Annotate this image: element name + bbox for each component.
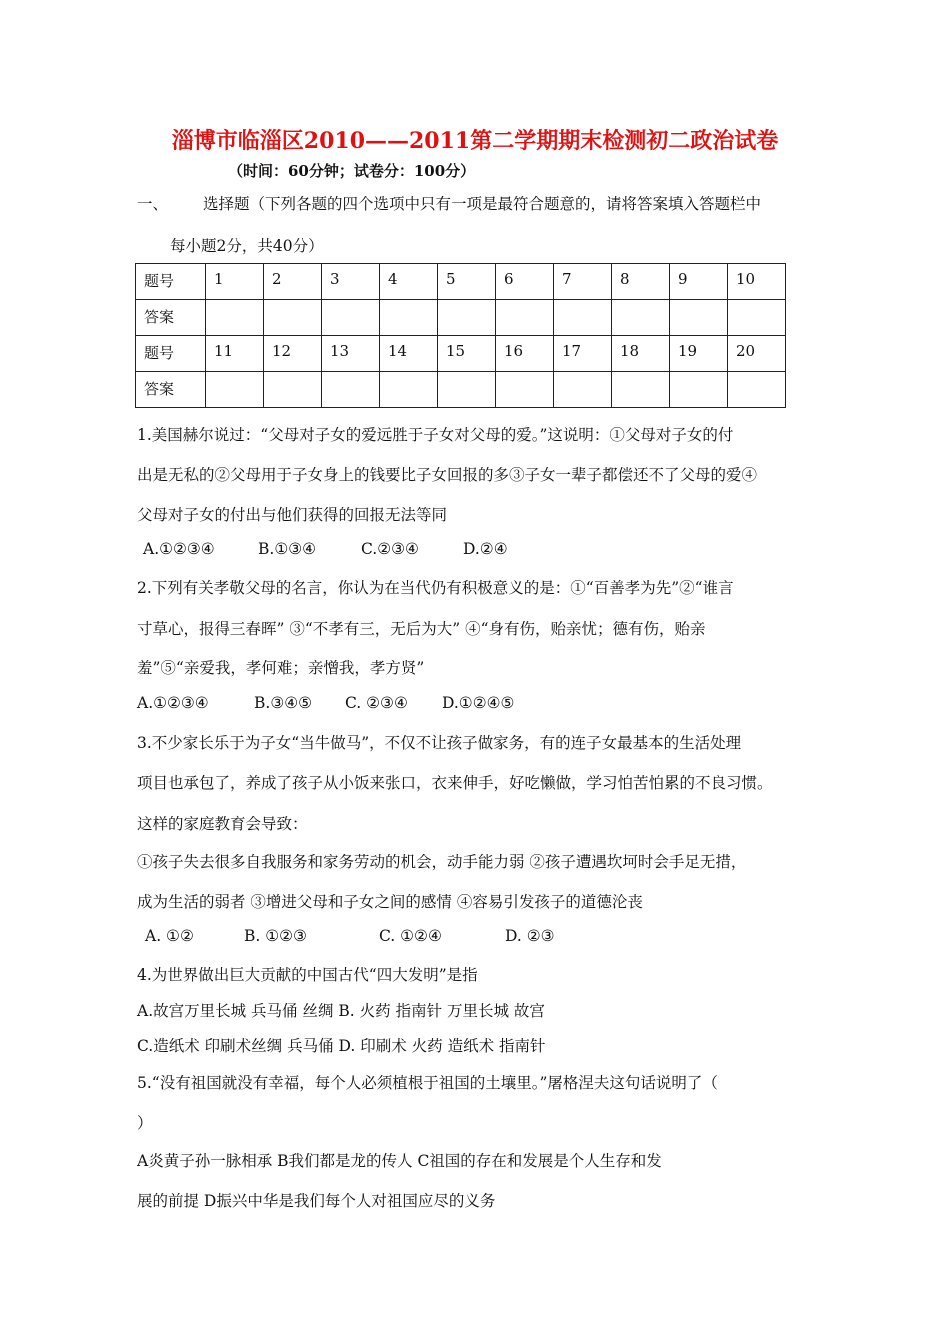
answer-cell[interactable] — [380, 300, 438, 336]
question-2-line: 寸草心，报得三春晖” ③“不孝有三，无后为大” ④“身有伤，贻亲忧；德有伤，贻亲 — [137, 620, 706, 638]
question-2-option-a[interactable]: A.①②③④ — [137, 694, 209, 712]
question-2-option-b[interactable]: B.③④⑤ — [254, 694, 313, 712]
answer-cell[interactable] — [438, 372, 496, 408]
question-number-cell: 16 — [496, 336, 554, 372]
question-1-line: 父母对子女的付出与他们获得的回报无法等同 — [137, 506, 448, 524]
question-4-line: 4.为世界做出巨大贡献的中国古代“四大发明”是指 — [137, 966, 478, 984]
question-number-cell: 13 — [322, 336, 380, 372]
exam-subtitle: （时间：60分钟；试卷分：100分） — [228, 162, 476, 180]
answer-cell[interactable] — [206, 372, 264, 408]
answer-cell[interactable] — [264, 300, 322, 336]
answer-cell[interactable] — [728, 300, 786, 336]
question-4-option-line[interactable]: C.造纸术 印刷术丝绸 兵马俑 D. 印刷术 火药 造纸术 指南针 — [137, 1037, 546, 1055]
answer-cell[interactable] — [612, 300, 670, 336]
row-label: 题号 — [136, 264, 206, 300]
exam-title: 淄博市临淄区2010——2011第二学期期末检测初二政治试卷 — [171, 128, 779, 154]
question-number-cell: 18 — [612, 336, 670, 372]
table-row — [136, 372, 786, 408]
question-2-line: 2.下列有关孝敬父母的名言，你认为在当代仍有积极意义的是：①“百善孝为先”②“谁言 — [137, 579, 734, 597]
question-3-line: ①孩子失去很多自我服务和家务劳动的机会，动手能力弱 ②孩子遭遇坎坷时会手足无措， — [137, 853, 747, 871]
answer-cell[interactable] — [322, 372, 380, 408]
question-number-cell: 4 — [380, 264, 438, 300]
question-1-option-c[interactable]: C.②③④ — [361, 540, 419, 558]
question-number-cell: 2 — [264, 264, 322, 300]
question-3-option-c[interactable]: C. ①②④ — [379, 927, 442, 945]
answer-cell[interactable] — [670, 372, 728, 408]
question-number-cell: 12 — [264, 336, 322, 372]
question-number-cell: 5 — [438, 264, 496, 300]
section-instructions-line2: 每小题2分，共40分） — [170, 237, 324, 255]
row-label: 答案 — [136, 300, 206, 336]
row-label: 题号 — [136, 336, 206, 372]
question-3-line: 3.不少家长乐于为子女“当牛做马”，不仅不让孩子做家务，有的连子女最基本的生活处理 — [137, 734, 742, 752]
answer-cell[interactable] — [264, 372, 322, 408]
question-5-line: ） — [137, 1114, 153, 1132]
question-number-cell: 15 — [438, 336, 496, 372]
question-1-line: 出是无私的②父母用于子女身上的钱要比子女回报的多③子女一辈子都偿还不了父母的爱④ — [137, 466, 758, 484]
question-number-cell: 7 — [554, 264, 612, 300]
question-3-option-b[interactable]: B. ①②③ — [244, 927, 307, 945]
answer-cell[interactable] — [322, 300, 380, 336]
section-instructions-line1: 选择题（下列各题的四个选项中只有一项是最符合题意的，请将答案填入答题栏中 — [203, 195, 762, 213]
question-number-cell: 3 — [322, 264, 380, 300]
question-2-line: 羞”⑤“亲爱我，孝何难；亲憎我，孝方贤” — [137, 659, 425, 677]
question-number-cell: 20 — [728, 336, 786, 372]
question-2-option-c[interactable]: C. ②③④ — [345, 694, 408, 712]
question-number-cell: 11 — [206, 336, 264, 372]
question-3-option-d[interactable]: D. ②③ — [505, 927, 555, 945]
answer-cell[interactable] — [612, 372, 670, 408]
table-row — [136, 336, 786, 372]
question-1-option-b[interactable]: B.①③④ — [258, 540, 317, 558]
question-3-option-a[interactable]: A. ①② — [145, 927, 194, 945]
question-3-line: 成为生活的弱者 ③增进父母和子女之间的感情 ④容易引发孩子的道德沦丧 — [137, 893, 643, 911]
question-number-cell: 17 — [554, 336, 612, 372]
question-5-option-line[interactable]: 展的前提 D振兴中华是我们每个人对祖国应尽的义务 — [137, 1192, 496, 1210]
question-5-option-line[interactable]: A炎黄子孙一脉相承 B我们都是龙的传人 C祖国的存在和发展是个人生存和发 — [137, 1152, 662, 1170]
answer-cell[interactable] — [554, 300, 612, 336]
question-4-option-line[interactable]: A.故宫万里长城 兵马俑 丝绸 B. 火药 指南针 万里长城 故宫 — [137, 1002, 545, 1020]
question-number-cell: 8 — [612, 264, 670, 300]
question-1-option-d[interactable]: D.②④ — [463, 540, 508, 558]
question-number-cell: 19 — [670, 336, 728, 372]
answer-cell[interactable] — [206, 300, 264, 336]
question-2-option-d[interactable]: D.①②④⑤ — [442, 694, 515, 712]
answer-cell[interactable] — [670, 300, 728, 336]
question-number-cell: 1 — [206, 264, 264, 300]
question-number-cell: 14 — [380, 336, 438, 372]
table-row — [136, 264, 786, 300]
question-1-option-a[interactable]: A.①②③④ — [143, 540, 215, 558]
table-row — [136, 300, 786, 336]
question-number-cell: 9 — [670, 264, 728, 300]
question-number-cell: 6 — [496, 264, 554, 300]
answer-table — [135, 263, 786, 408]
question-number-cell: 10 — [728, 264, 786, 300]
answer-cell[interactable] — [438, 300, 496, 336]
question-3-line: 这样的家庭教育会导致： — [137, 815, 308, 833]
answer-cell[interactable] — [554, 372, 612, 408]
answer-cell[interactable] — [380, 372, 438, 408]
section-number: 一、 — [137, 195, 169, 213]
answer-cell[interactable] — [728, 372, 786, 408]
answer-cell[interactable] — [496, 372, 554, 408]
answer-cell[interactable] — [496, 300, 554, 336]
question-3-line: 项目也承包了，养成了孩子从小饭来张口，衣来伸手，好吃懒做，学习怕苦怕累的不良习惯。 — [137, 774, 773, 792]
question-1-line: 1.美国赫尔说过：“父母对子女的爱远胜于子女对父母的爱。”这说明：①父母对子女的付 — [137, 426, 734, 444]
question-5-line: 5.“没有祖国就没有幸福，每个人必须植根于祖国的土壤里。”屠格涅夫这句话说明了（ — [137, 1074, 718, 1092]
row-label: 答案 — [136, 372, 206, 408]
